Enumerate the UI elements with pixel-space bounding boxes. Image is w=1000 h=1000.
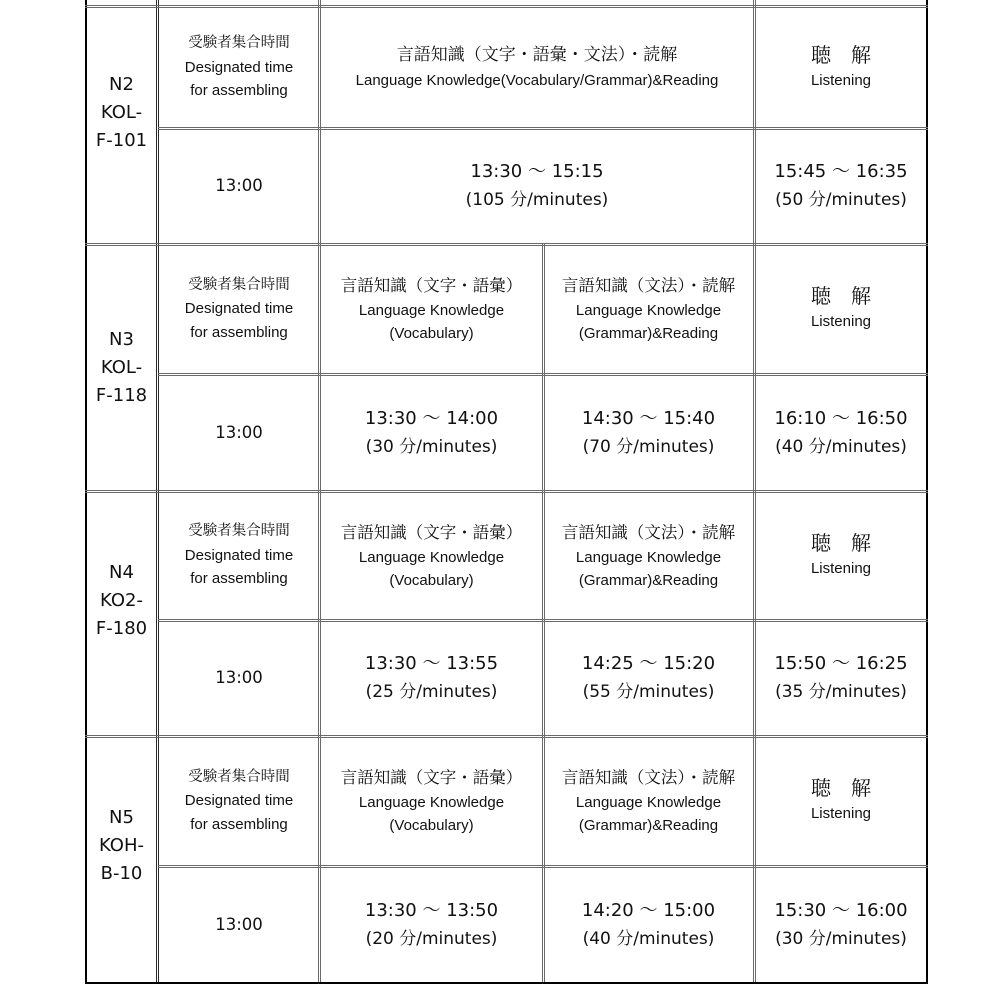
section-title-en: Language Knowledge (358, 794, 505, 811)
row-divider (158, 865, 928, 868)
assembly-label-en: Designated time (184, 300, 294, 318)
section-duration: (40 分/minutes) (775, 436, 907, 457)
section-title-en: (Grammar)&Reading (578, 325, 719, 342)
section-header-cell (543, 736, 754, 866)
section-duration: (35 分/minutes) (775, 682, 907, 702)
section-title-en: Language Knowledge (575, 794, 722, 811)
section-title-en: Listening (810, 71, 872, 89)
section-duration: (105 分/minutes) (465, 190, 609, 210)
section-time: 14:25 ～ 15:20 (581, 653, 716, 674)
row-divider (158, 373, 928, 376)
assembly-label-en: Designated time (184, 546, 294, 564)
section-header-cell (543, 491, 754, 620)
level-label: N2 (109, 73, 134, 95)
assembly-header-cell (158, 244, 320, 374)
section-time: 13:30 ～ 15:15 (470, 161, 604, 182)
section-time-cell (543, 374, 754, 491)
section-time: 16:10 ～ 16:50 (774, 407, 908, 429)
section-title-ja: 聴 解 (811, 42, 871, 67)
assembly-label-ja: 受験者集合時間 (188, 35, 290, 52)
assembly-label-en: for assembling (190, 323, 288, 341)
assembly-time-cell (158, 374, 320, 491)
assembly-time-cell (158, 620, 320, 736)
section-title-en: (Vocabulary) (389, 325, 474, 342)
section-time: 14:30 ～ 15:40 (581, 407, 716, 429)
section-time-cell (320, 866, 543, 983)
section-time-cell (543, 866, 754, 983)
section-duration: (30 分/minutes) (775, 928, 907, 949)
row-divider (158, 619, 928, 622)
section-time: 15:50 ～ 16:25 (774, 653, 908, 674)
section-title-en: (Vocabulary) (389, 571, 474, 589)
section-time: 15:30 ～ 16:00 (774, 899, 908, 921)
section-title-ja: 言語知識（文字・語彙・文法）・読解 (396, 44, 678, 65)
section-time-cell (320, 620, 543, 736)
row-divider (85, 490, 928, 493)
assembly-header-cell (158, 736, 320, 866)
section-duration: (30 分/minutes) (365, 436, 498, 457)
assembly-header-cell (158, 7, 320, 128)
listening-header-cell (754, 244, 928, 374)
level-cell (85, 244, 158, 491)
section-title-en: Listening (810, 805, 872, 822)
room-code: KOL- (100, 356, 143, 378)
section-title-en: Language Knowledge (575, 302, 722, 319)
assembly-label-en: for assembling (190, 82, 288, 100)
section-title-en: Language Knowledge (575, 548, 722, 566)
section-duration: (55 分/minutes) (582, 682, 715, 702)
section-header-cell (320, 491, 543, 620)
assembly-label-en: Designated time (184, 58, 294, 76)
section-header-cell (320, 7, 754, 128)
listening-time-cell (754, 620, 928, 736)
row-divider (85, 5, 928, 8)
section-title-en: Language Knowledge(Vocabulary/Grammar)&Reading (355, 71, 719, 89)
section-title-ja: 言語知識（文字・語彙） (340, 522, 523, 542)
section-header-cell (320, 736, 543, 866)
section-title-ja: 言語知識（文法）・読解 (561, 276, 736, 295)
listening-header-cell (754, 7, 928, 128)
room-code: F-180 (95, 617, 148, 639)
assembly-header-cell (158, 491, 320, 620)
room-code: F-118 (95, 384, 148, 406)
level-label: N4 (109, 561, 134, 583)
section-title-ja: 聴 解 (811, 530, 871, 555)
section-title-ja: 言語知識（文法）・読解 (561, 522, 736, 542)
section-duration: (20 分/minutes) (365, 928, 498, 949)
listening-time-cell (754, 374, 928, 491)
level-cell (85, 491, 158, 736)
section-time: 13:30 ～ 13:50 (364, 899, 499, 921)
level-label: N3 (109, 328, 134, 350)
level-cell (85, 7, 158, 244)
section-time-cell (320, 128, 754, 244)
row-divider (85, 735, 928, 738)
assembly-time: 13:00 (215, 668, 263, 687)
section-duration: (70 分/minutes) (582, 436, 715, 457)
assembly-label-ja: 受験者集合時間 (188, 768, 290, 785)
listening-header-cell (754, 736, 928, 866)
assembly-time: 13:00 (215, 422, 263, 442)
assembly-label-en: for assembling (190, 815, 288, 833)
room-code: B-10 (100, 862, 143, 884)
room-code: F-101 (95, 129, 148, 151)
level-cell (85, 736, 158, 983)
assembly-label-ja: 受験者集合時間 (188, 523, 290, 540)
section-title-en: (Grammar)&Reading (578, 817, 719, 834)
section-time: 13:30 ～ 13:55 (364, 653, 499, 674)
section-time: 15:45 ～ 16:35 (774, 161, 908, 182)
section-time-cell (320, 374, 543, 491)
section-time: 14:20 ～ 15:00 (581, 899, 716, 921)
assembly-time: 13:00 (215, 176, 263, 195)
section-title-en: Listening (810, 313, 872, 330)
section-title-ja: 聴 解 (811, 776, 871, 800)
assembly-time-cell (158, 128, 320, 244)
section-title-en: (Vocabulary) (389, 817, 474, 834)
section-header-cell (320, 244, 543, 374)
assembly-time: 13:00 (215, 914, 263, 934)
section-header-cell (543, 244, 754, 374)
listening-time-cell (754, 866, 928, 983)
listening-time-cell (754, 128, 928, 244)
column-divider (542, 244, 545, 983)
room-code: KO2- (100, 589, 143, 611)
section-title-ja: 言語知識（文字・語彙） (340, 768, 523, 787)
section-duration: (25 分/minutes) (365, 682, 498, 702)
listening-header-cell (754, 491, 928, 620)
room-code: KOH- (98, 834, 145, 856)
section-title-ja: 言語知識（文字・語彙） (340, 276, 523, 295)
section-title-ja: 聴 解 (811, 284, 871, 308)
section-duration: (40 分/minutes) (582, 928, 715, 949)
section-title-en: Language Knowledge (358, 302, 505, 319)
room-code: KOL- (100, 101, 143, 123)
row-divider (85, 243, 928, 246)
assembly-label-en: for assembling (190, 570, 288, 588)
assembly-time-cell (158, 866, 320, 983)
assembly-label-ja: 受験者集合時間 (188, 276, 290, 293)
assembly-label-en: Designated time (184, 792, 294, 810)
section-title-en: (Grammar)&Reading (578, 571, 719, 589)
level-label: N5 (109, 806, 134, 828)
section-time: 13:30 ～ 14:00 (364, 407, 499, 429)
section-duration: (50 分/minutes) (775, 190, 907, 210)
table-bottom-border (85, 982, 928, 984)
row-divider (158, 127, 928, 130)
section-title-en: Language Knowledge (358, 548, 505, 566)
section-title-ja: 言語知識（文法）・読解 (561, 768, 736, 787)
section-title-en: Listening (810, 559, 872, 577)
section-time-cell (543, 620, 754, 736)
